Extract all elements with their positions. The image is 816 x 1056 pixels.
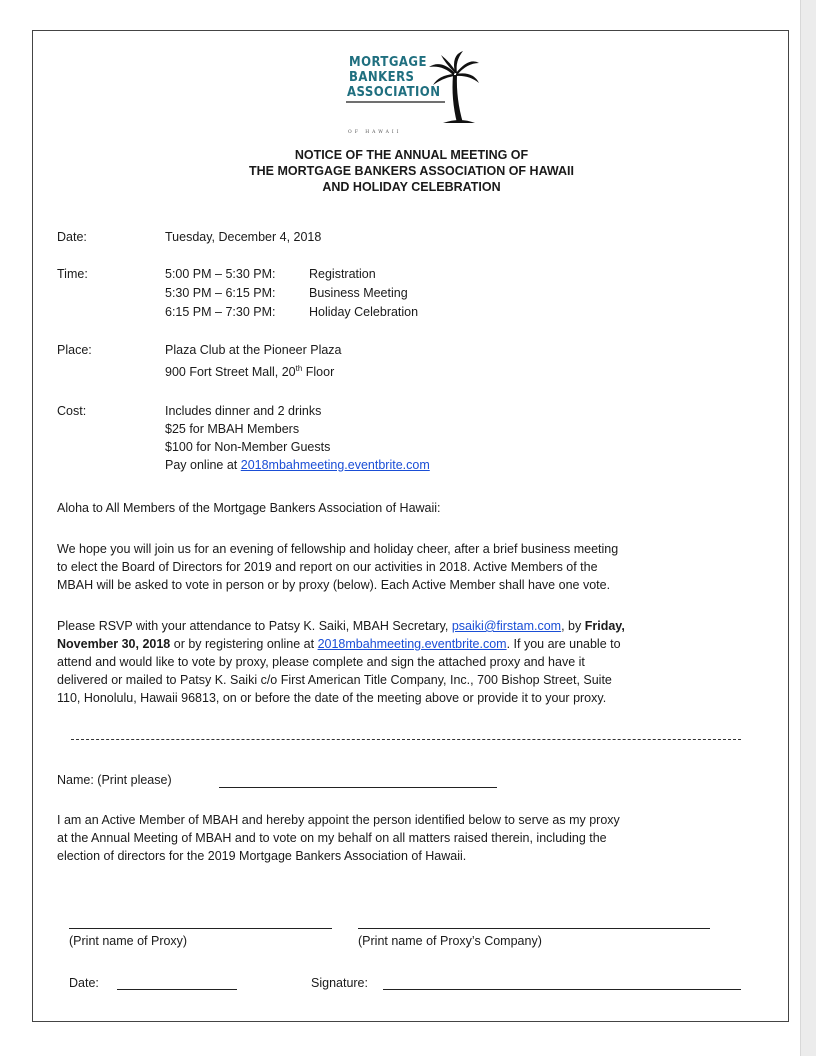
rsvp-paragraph-line3: attend and would like to vote by proxy, please complete and sign the attached proxy and have it (57, 655, 585, 669)
proxy-paragraph-line2: at the Annual Meeting of MBAH and to vote on my behalf on all matters raised therein, including the (57, 831, 607, 845)
schedule-event: Registration (309, 267, 376, 281)
logo-text-line1: MORTGAGE (349, 55, 427, 70)
proxy-company-caption: (Print name of Proxy’s Company) (358, 934, 542, 948)
mbah-logo (345, 51, 485, 133)
proxy-date-line[interactable] (117, 989, 237, 990)
signature-line[interactable] (383, 989, 741, 990)
intro-paragraph-line3: MBAH will be asked to vote in person or by proxy (below). Each Active Member shall have one vote. (57, 578, 611, 592)
schedule-event: Business Meeting (309, 286, 408, 300)
proxy-name-line[interactable] (69, 928, 332, 929)
rsvp-paragraph-line2: November 30, 2018 or by registering online at 2018mbahmeeting.eventbrite.com. If you are unable to (57, 637, 621, 651)
time-label: Time: (57, 267, 88, 281)
schedule-time: 5:30 PM – 6:15 PM: (165, 286, 276, 300)
notice-title-line3: AND HOLIDAY CELEBRATION (322, 180, 501, 194)
intro-paragraph-line1: We hope you will join us for an evening of fellowship and holiday cheer, after a brief business meeting (57, 542, 619, 556)
eventbrite-link[interactable]: 2018mbahmeeting.eventbrite.com (240, 458, 430, 472)
proxy-paragraph-line1: I am an Active Member of MBAH and hereby appoint the person identified below to serve as my proxy (57, 813, 620, 827)
secretary-email-link[interactable]: psaiki@firstam.com (451, 619, 562, 633)
proxy-date-label: Date: (69, 976, 99, 990)
greeting: Aloha to All Members of the Mortgage Bankers Association of Hawaii: (57, 501, 441, 515)
rsvp-paragraph-line1: Please RSVP with your attendance to Patsy K. Saiki, MBAH Secretary, psaiki@firstam.com, by Friday, (57, 619, 625, 633)
place-label: Place: (57, 343, 92, 357)
proxy-paragraph-line3: election of directors for the 2019 Mortgage Bankers Association of Hawaii. (57, 849, 467, 863)
place-line2: 900 Fort Street Mall, 20th Floor (165, 364, 335, 380)
name-field-line[interactable] (219, 787, 497, 788)
schedule-event: Holiday Celebration (309, 305, 419, 319)
notice-title-line1: NOTICE OF THE ANNUAL MEETING OF (294, 148, 529, 162)
palm-tree-icon (345, 51, 485, 133)
proxy-company-line[interactable] (358, 928, 710, 929)
schedule-time: 6:15 PM – 7:30 PM: (165, 305, 276, 319)
proxy-name-caption: (Print name of Proxy) (69, 934, 188, 948)
signature-label: Signature: (311, 976, 368, 990)
cost-line3: $100 for Non-Member Guests (165, 440, 331, 454)
schedule-time: 5:00 PM – 5:30 PM: (165, 267, 276, 281)
place-line1: Plaza Club at the Pioneer Plaza (165, 343, 342, 357)
logo-text-line2: BANKERS (349, 70, 415, 85)
logo-text-line3: ASSOCIATION (347, 85, 441, 100)
cost-line1: Includes dinner and 2 drinks (165, 404, 322, 418)
cost-label: Cost: (57, 404, 87, 418)
logo-subtext: OF HAWAII (348, 130, 402, 135)
document-page (32, 30, 789, 1022)
cut-line-divider (71, 739, 741, 740)
date-label: Date: (57, 230, 87, 244)
name-field-label: Name: (Print please) (57, 773, 172, 787)
cost-line2: $25 for MBAH Members (165, 422, 300, 436)
vertical-scrollbar[interactable] (800, 0, 816, 1056)
notice-title-line2: THE MORTGAGE BANKERS ASSOCIATION OF HAWAII (248, 164, 574, 178)
registration-link[interactable]: 2018mbahmeeting.eventbrite.com (317, 637, 507, 651)
cost-line4: Pay online at 2018mbahmeeting.eventbrite.com (165, 458, 430, 472)
rsvp-paragraph-line5: 110, Honolulu, Hawaii 96813, on or before the date of the meeting above or provide it to your proxy. (57, 691, 607, 705)
intro-paragraph-line2: to elect the Board of Directors for 2019 and report on our activities in 2018. Active Members of the (57, 560, 598, 574)
rsvp-paragraph-line4: delivered or mailed to Patsy K. Saiki c/o First American Title Company, Inc., 700 Bishop Street, Suite (57, 673, 612, 687)
date-value: Tuesday, December 4, 2018 (165, 230, 322, 244)
